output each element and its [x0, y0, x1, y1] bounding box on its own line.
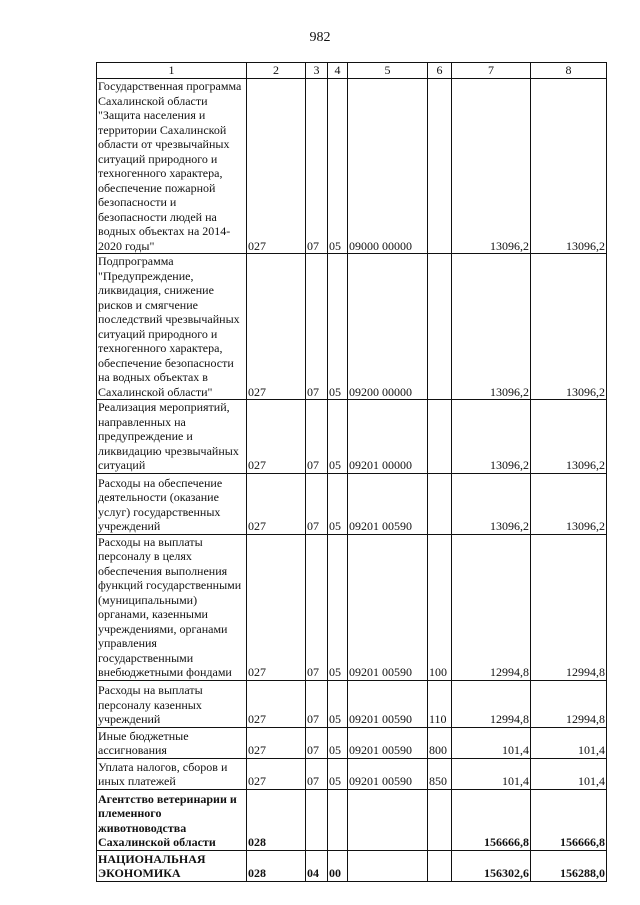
- table-row: [97, 850, 607, 881]
- row-amount-col7: 156666,8: [452, 789, 531, 850]
- row-amount-col8: 13096,2: [531, 254, 607, 400]
- row-name: НАЦИОНАЛЬНАЯ ЭКОНОМИКА: [97, 850, 247, 881]
- row-ministry-code: 027: [247, 680, 306, 727]
- row-amount-col8: 101,4: [531, 758, 607, 789]
- row-ministry-code: 027: [247, 79, 306, 254]
- row-section: 04: [306, 850, 328, 881]
- row-amount-col8: 101,4: [531, 727, 607, 758]
- row-section: 07: [306, 758, 328, 789]
- row-target-article: 09201 00000: [348, 400, 428, 474]
- row-amount-col7: 13096,2: [452, 473, 531, 534]
- row-target-article: 09201 00590: [348, 473, 428, 534]
- row-name: Расходы на выплаты персоналу казенных учреждений: [97, 680, 247, 727]
- row-amount-col8: 156288,0: [531, 850, 607, 881]
- header-col-2: 2: [247, 63, 306, 79]
- header-col-3: 3: [306, 63, 328, 79]
- row-amount-col8: 13096,2: [531, 473, 607, 534]
- row-expense-type: [428, 789, 452, 850]
- row-ministry-code: 027: [247, 473, 306, 534]
- row-expense-type: [428, 850, 452, 881]
- header-col-7: 7: [452, 63, 531, 79]
- row-subsection: 05: [328, 758, 348, 789]
- row-expense-type: 850: [428, 758, 452, 789]
- page-number: 982: [309, 30, 331, 45]
- row-name: Агентство ветеринарии и племенного животноводства Сахалинской области: [97, 789, 247, 850]
- row-amount-col7: 101,4: [452, 758, 531, 789]
- row-section: 07: [306, 473, 328, 534]
- row-amount-col8: 12994,8: [531, 534, 607, 680]
- row-section: 07: [306, 727, 328, 758]
- row-expense-type: [428, 254, 452, 400]
- header-col-8: 8: [531, 63, 607, 79]
- table-row: [97, 727, 607, 758]
- row-subsection: 05: [328, 727, 348, 758]
- row-subsection: 05: [328, 254, 348, 400]
- row-amount-col7: 12994,8: [452, 534, 531, 680]
- row-name: Расходы на обеспечение деятельности (оказание услуг) государственных учреждений: [97, 473, 247, 534]
- row-expense-type: [428, 400, 452, 474]
- table-row: [97, 79, 607, 254]
- row-name: Государственная программа Сахалинской области "Защита населения и территории Сахалинской области от чрезвычайных ситуаций природного и техногенного характера, обеспечение пожарной безопасности и безопасности людей на водных объектах на 2014-2020 годы": [97, 79, 247, 254]
- row-target-article: 09201 00590: [348, 680, 428, 727]
- table-row: [97, 758, 607, 789]
- row-target-article: 09201 00590: [348, 727, 428, 758]
- row-expense-type: 110: [428, 680, 452, 727]
- row-target-article: 09201 00590: [348, 758, 428, 789]
- header-col-1: 1: [97, 63, 247, 79]
- row-amount-col8: 12994,8: [531, 680, 607, 727]
- budget-table: [96, 62, 607, 882]
- table-row: [97, 254, 607, 400]
- row-target-article: [348, 850, 428, 881]
- row-amount-col7: 13096,2: [452, 254, 531, 400]
- row-subsection: 05: [328, 400, 348, 474]
- row-section: [306, 789, 328, 850]
- table-row: [97, 680, 607, 727]
- row-section: 07: [306, 254, 328, 400]
- table-row: [97, 473, 607, 534]
- header-col-5: 5: [348, 63, 428, 79]
- row-expense-type: [428, 79, 452, 254]
- header-col-4: 4: [328, 63, 348, 79]
- row-name: Подпрограмма "Предупреждение, ликвидация, снижение рисков и смягчение последствий чрезвычайных ситуаций природного и техногенного характера, обеспечение безопасности на водных объектах в Сахалинской области": [97, 254, 247, 400]
- table-row: [97, 789, 607, 850]
- row-target-article: 09200 00000: [348, 254, 428, 400]
- header-col-6: 6: [428, 63, 452, 79]
- row-ministry-code: 027: [247, 758, 306, 789]
- row-name: Расходы на выплаты персоналу в целях обеспечения выполнения функций государственными (муниципальными) органами, казенными учреждениями, органами управления государственными внебюджетными фондами: [97, 534, 247, 680]
- row-ministry-code: 027: [247, 534, 306, 680]
- row-amount-col7: 101,4: [452, 727, 531, 758]
- row-section: 07: [306, 400, 328, 474]
- row-expense-type: [428, 473, 452, 534]
- row-target-article: [348, 789, 428, 850]
- row-target-article: 09000 00000: [348, 79, 428, 254]
- row-amount-col8: 13096,2: [531, 79, 607, 254]
- row-ministry-code: 028: [247, 789, 306, 850]
- row-target-article: 09201 00590: [348, 534, 428, 680]
- table-row: [97, 400, 607, 474]
- row-expense-type: 800: [428, 727, 452, 758]
- table-row: [97, 534, 607, 680]
- row-amount-col7: 13096,2: [452, 79, 531, 254]
- row-section: 07: [306, 534, 328, 680]
- row-subsection: 05: [328, 473, 348, 534]
- row-expense-type: 100: [428, 534, 452, 680]
- row-amount-col8: 13096,2: [531, 400, 607, 474]
- row-subsection: 05: [328, 680, 348, 727]
- row-subsection: 05: [328, 534, 348, 680]
- row-ministry-code: 027: [247, 727, 306, 758]
- row-amount-col7: 12994,8: [452, 680, 531, 727]
- row-amount-col7: 156302,6: [452, 850, 531, 881]
- row-name: Реализация мероприятий, направленных на предупреждение и ликвидацию чрезвычайных ситуаций: [97, 400, 247, 474]
- row-ministry-code: 027: [247, 254, 306, 400]
- header-row: [97, 63, 607, 79]
- row-amount-col8: 156666,8: [531, 789, 607, 850]
- row-ministry-code: 027: [247, 400, 306, 474]
- row-section: 07: [306, 680, 328, 727]
- row-name: Иные бюджетные ассигнования: [97, 727, 247, 758]
- row-subsection: 05: [328, 79, 348, 254]
- row-name: Уплата налогов, сборов и иных платежей: [97, 758, 247, 789]
- row-amount-col7: 13096,2: [452, 400, 531, 474]
- row-section: 07: [306, 79, 328, 254]
- row-subsection: [328, 789, 348, 850]
- row-subsection: 00: [328, 850, 348, 881]
- row-ministry-code: 028: [247, 850, 306, 881]
